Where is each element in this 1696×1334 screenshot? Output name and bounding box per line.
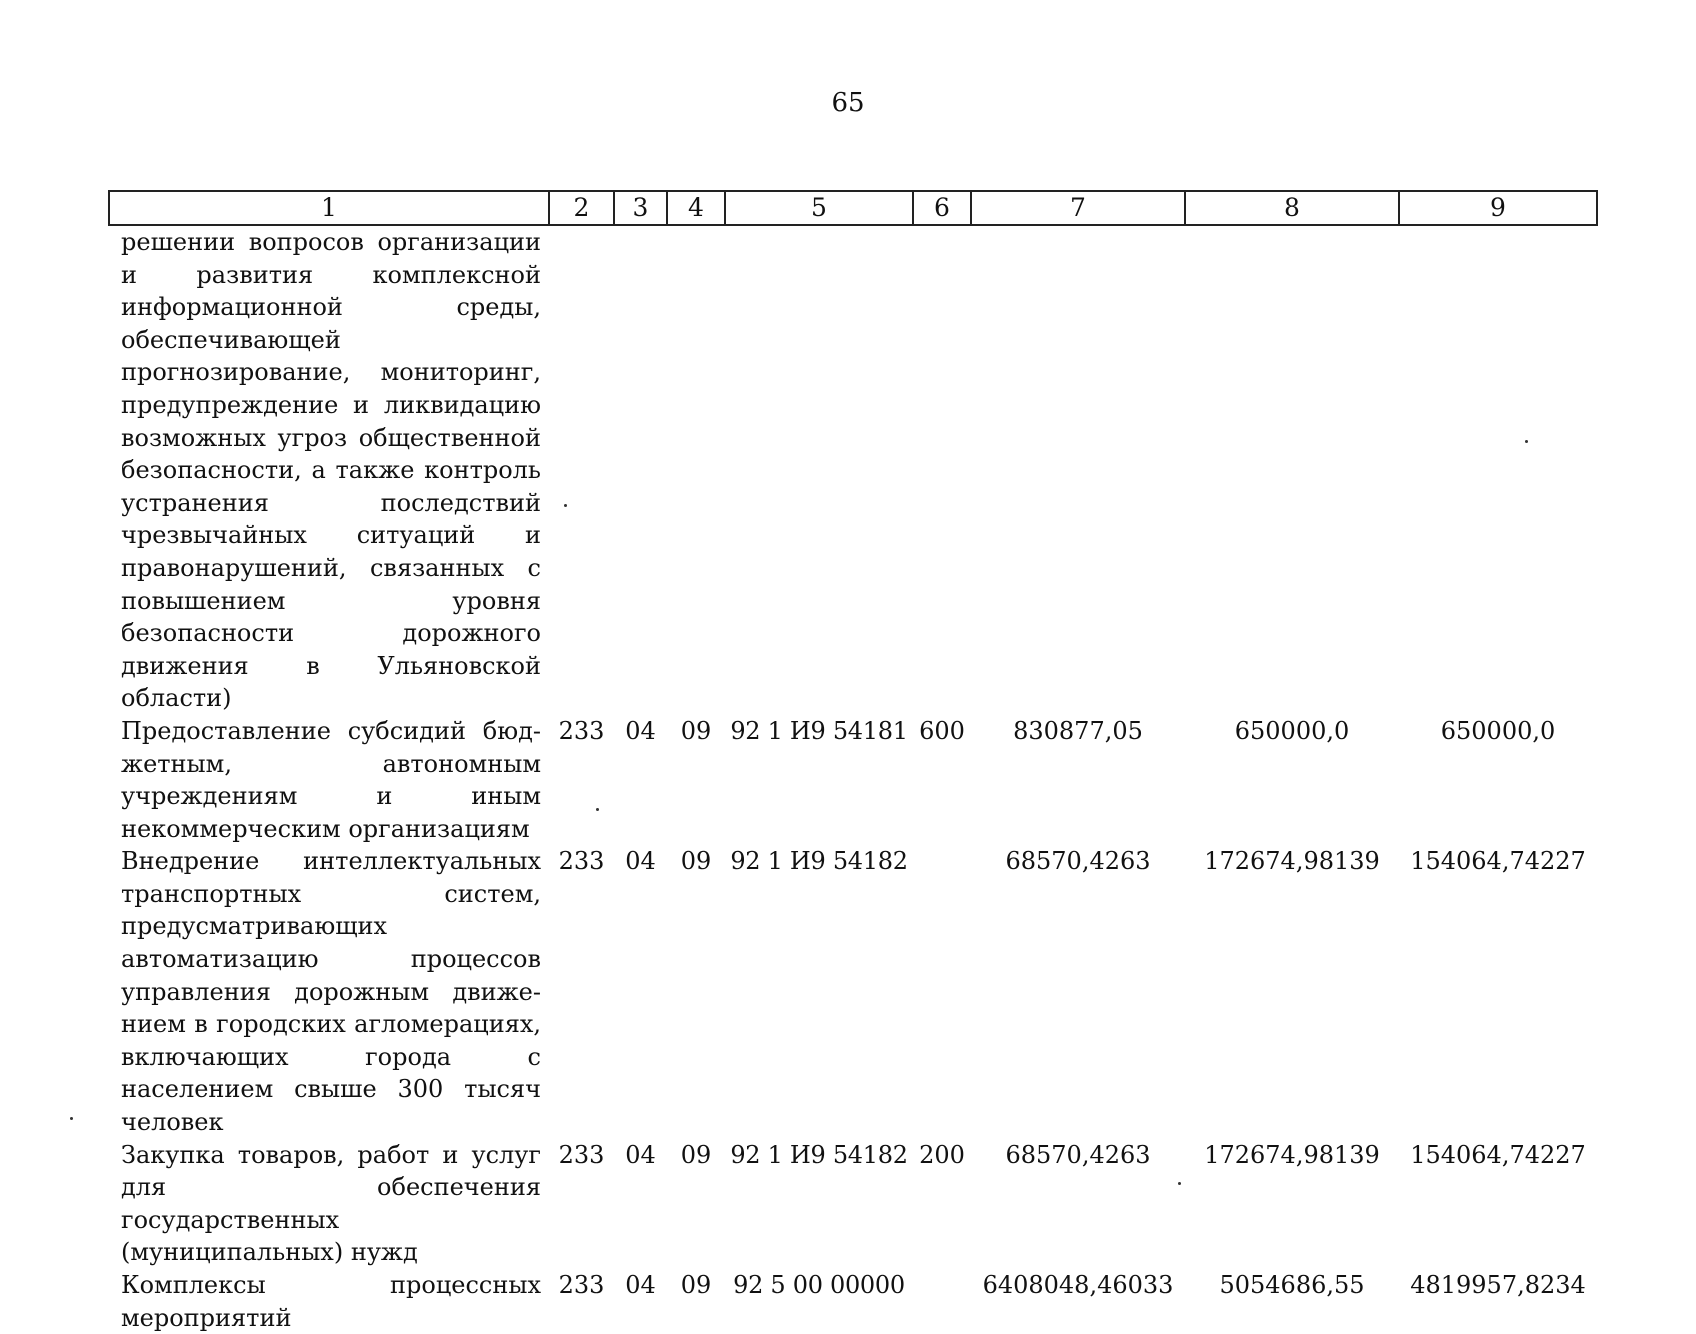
target-article-cell: 92 1 И9 54181 (730, 716, 908, 745)
amount-col8-cell: 650000,0 (1234, 716, 1350, 745)
table-row (109, 715, 1597, 845)
target-article-cell (725, 225, 913, 715)
expense-type-cell: 600 (919, 716, 965, 745)
amount-col9-cell: 154064,74227 (1410, 1140, 1586, 1169)
amount-col7-cell: 68570,4263 (1005, 847, 1151, 876)
amount-col9-cell: 650000,0 (1440, 716, 1556, 745)
admin-code-cell: 233 (558, 1271, 605, 1299)
amount-col7-cell (971, 225, 1185, 715)
expense-type-cell (913, 1269, 971, 1334)
column-header-1: 1 (109, 191, 549, 225)
amount-col8-cell: 5054686,55 (1219, 1271, 1365, 1299)
table-body (109, 225, 1597, 1334)
admin-code-cell (549, 225, 614, 715)
table-row (109, 225, 1597, 715)
row-name-cell: Комплексы процессных мероприятий (121, 1271, 541, 1332)
amount-col7-cell: 830877,05 (1013, 716, 1143, 745)
expense-type-cell (913, 225, 971, 715)
scan-speck (70, 1117, 73, 1120)
expense-type-cell (913, 845, 971, 1138)
scan-speck (1178, 1182, 1181, 1185)
row-name-cell: Закупка товаров, работ и услуг для обеспечения государственных (муниципальных) нужд (121, 1140, 541, 1267)
column-header-9: 9 (1399, 191, 1597, 225)
target-article-cell: 92 1 И9 54182 (730, 1140, 908, 1169)
amount-col9-cell (1399, 225, 1597, 715)
subsection-cell: 09 (680, 716, 712, 745)
table-row (109, 1139, 1597, 1269)
amount-col8-cell: 172674,98139 (1204, 1140, 1380, 1169)
table-row (109, 1269, 1597, 1334)
subsection-cell: 09 (680, 847, 712, 876)
column-header-3: 3 (614, 191, 667, 225)
amount-col8-cell: 172674,98139 (1204, 847, 1380, 876)
section-cell: 04 (625, 847, 656, 876)
page-number: 65 (831, 88, 865, 118)
column-header-7: 7 (971, 191, 1185, 225)
row-name-cell: Предоставление субсидий бюджетным, автономным учреждениям и иным некоммерческим организациям (121, 716, 541, 843)
amount-col9-cell: 4819957,8234 (1410, 1271, 1586, 1299)
section-cell: 04 (625, 1140, 656, 1169)
scan-speck (1525, 440, 1528, 443)
table-row (109, 845, 1597, 1138)
row-name-cell: Внедрение интеллектуальных транспортных систем, предусматривающих автоматизацию процессов управления дорожным движением в городских агломерациях, включающих города с населением свыше 300 тысяч человек (121, 847, 541, 1137)
column-header-2: 2 (549, 191, 614, 225)
scan-speck (564, 504, 567, 507)
section-cell: 04 (625, 716, 656, 745)
column-header-4: 4 (667, 191, 725, 225)
header-row (109, 191, 1597, 225)
section-cell (614, 225, 667, 715)
admin-code-cell: 233 (558, 847, 605, 876)
row-name-cell: решении вопросов организации и развития комплексной информационной среды, обеспечивающей прогнозирование, мониторинг, предупреждение и ликвидацию возможных угроз общественной безопасности, а также контроль устранения последствий чрезвычайных ситуаций и правонарушений, связанных с повышением уровня безопасности дорожного движения в Ульяновской области) (121, 228, 541, 713)
admin-code-cell: 233 (558, 716, 605, 745)
column-header-8: 8 (1185, 191, 1399, 225)
admin-code-cell: 233 (558, 1140, 605, 1169)
section-cell: 04 (625, 1271, 656, 1299)
expense-type-cell: 200 (919, 1140, 965, 1169)
amount-col9-cell: 154064,74227 (1410, 847, 1586, 876)
column-header-5: 5 (725, 191, 913, 225)
subsection-cell: 09 (680, 1140, 712, 1169)
table-header (109, 191, 1597, 225)
amount-col7-cell: 68570,4263 (1005, 1140, 1151, 1169)
scan-speck (596, 808, 599, 811)
column-header-6: 6 (913, 191, 971, 225)
amount-col8-cell (1185, 225, 1399, 715)
subsection-cell (667, 225, 725, 715)
target-article-cell: 92 1 И9 54182 (730, 847, 908, 876)
target-article-cell: 92 5 00 00000 (733, 1271, 905, 1299)
budget-table (108, 190, 1598, 1334)
subsection-cell: 09 (680, 1271, 712, 1299)
amount-col7-cell: 6408048,46033 (982, 1271, 1174, 1299)
